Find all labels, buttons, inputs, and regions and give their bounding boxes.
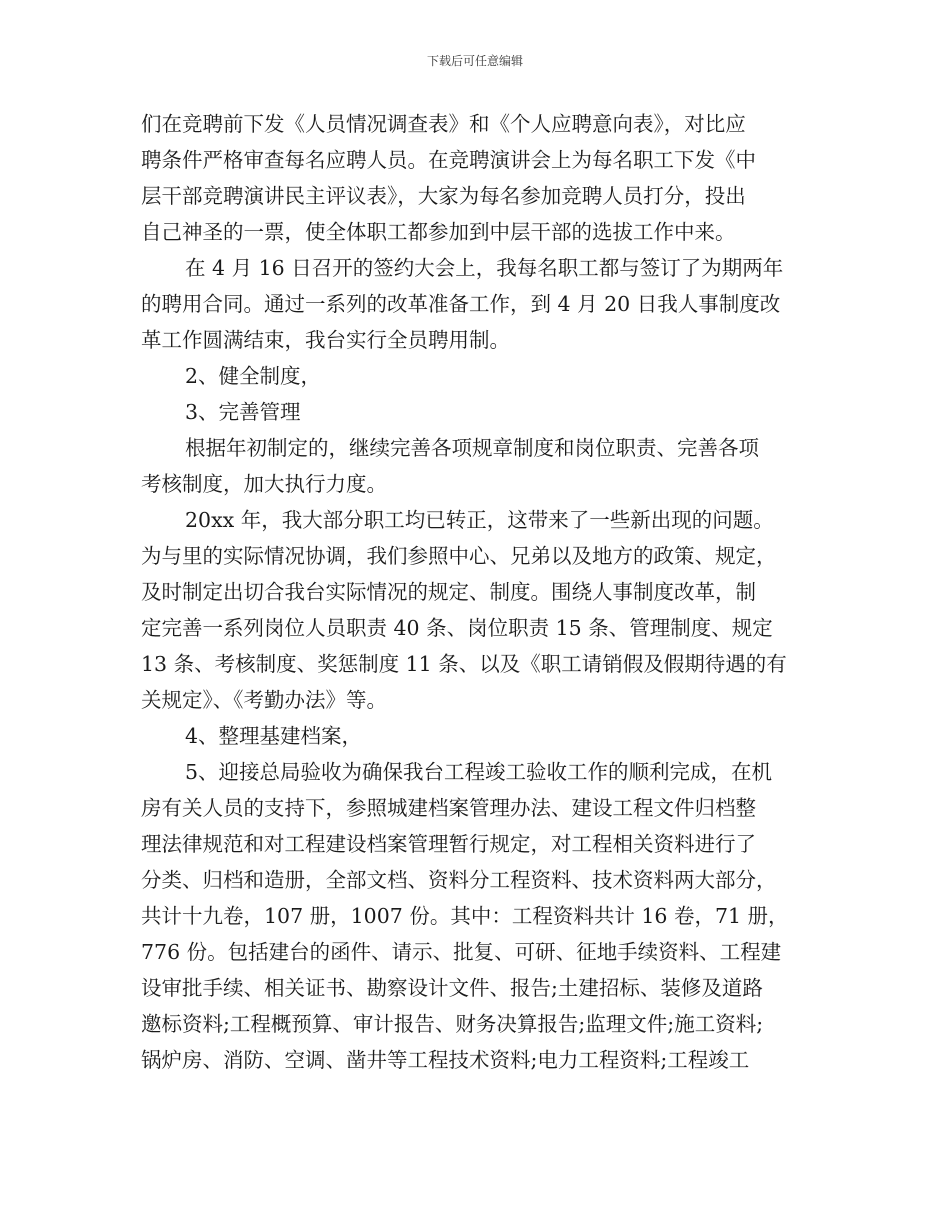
text-line: 理法律规范和对工程建设档案管理暂行规定，对工程相关资料进行了 (141, 832, 756, 856)
text-line: 考核制度，加大执行力度。 (141, 472, 387, 496)
text-line: 房有关人员的支持下，参照城建档案管理办法、建设工程文件归档整 (141, 796, 756, 820)
text-line: 聘条件严格审查每名应聘人员。在竞聘演讲会上为每名职工下发《中 (141, 148, 756, 172)
paragraph-start-line: 5、迎接总局验收为确保我台工程竣工验收工作的顺利完成，在机 (185, 760, 773, 784)
paragraph-start-line: 在 4 月 16 日召开的签约大会上，我每名职工都与签订了为期两年 (185, 256, 784, 280)
text-line: 776 份。包括建台的函件、请示、批复、可研、征地手续资料、工程建 (141, 940, 782, 964)
text-line: 邀标资料;工程概预算、审计报告、财务决算报告;监理文件;施工资料; (141, 1012, 764, 1036)
paragraph-start-line: 根据年初制定的，继续完善各项规章制度和岗位职责、完善各项 (185, 436, 759, 460)
text-line: 锅炉房、消防、空调、凿井等工程技术资料;电力工程资料;工程竣工 (141, 1048, 750, 1072)
text-line: 关规定》、《考勤办法》等。 (141, 688, 387, 712)
paragraph-start-line: 20xx 年，我大部分职工均已转正，这带来了一些新出现的问题。 (185, 508, 774, 532)
text-line: 设审批手续、相关证书、勘察设计文件、报告;土建招标、装修及道路 (141, 976, 763, 1000)
text-line: 自己神圣的一票，使全体职工都参加到中层干部的选拔工作中来。 (141, 220, 736, 244)
document-body (141, 106, 811, 1078)
text-line: 为与里的实际情况协调，我们参照中心、兄弟以及地方的政策、规定， (141, 544, 777, 568)
text-line: 们在竞聘前下发《人员情况调查表》和《个人应聘意向表》，对比应 (141, 112, 746, 136)
text-line: 定完善一系列岗位人员职责 40 条、岗位职责 15 条、管理制度、规定 (141, 616, 773, 640)
section-heading: 4、整理基建档案， (185, 724, 363, 748)
text-line: 革工作圆满结束，我台实行全员聘用制。 (141, 328, 510, 352)
text-line: 层干部竞聘演讲民主评议表》，大家为每名参加竞聘人员打分，投出 (141, 184, 746, 208)
section-heading: 3、完善管理 (185, 400, 301, 424)
text-line: 及时制定出切合我台实际情况的规定、制度。围绕人事制度改革，制 (141, 580, 756, 604)
section-heading: 2、健全制度， (185, 364, 322, 388)
text-line: 共计十九卷，107 册，1007 份。其中：工程资料共计 16 卷，71 册， (141, 904, 789, 928)
page-header-label: 下载后可任意编辑 (426, 54, 523, 68)
text-line: 的聘用合同。通过一系列的改革准备工作，到 4 月 20 日我人事制度改 (141, 292, 781, 316)
text-line: 分类、归档和造册，全部文档、资料分工程资料、技术资料两大部分， (141, 868, 777, 892)
text-line: 13 条、考核制度、奖惩制度 11 条、以及《职工请销假及假期待遇的有 (141, 652, 787, 676)
